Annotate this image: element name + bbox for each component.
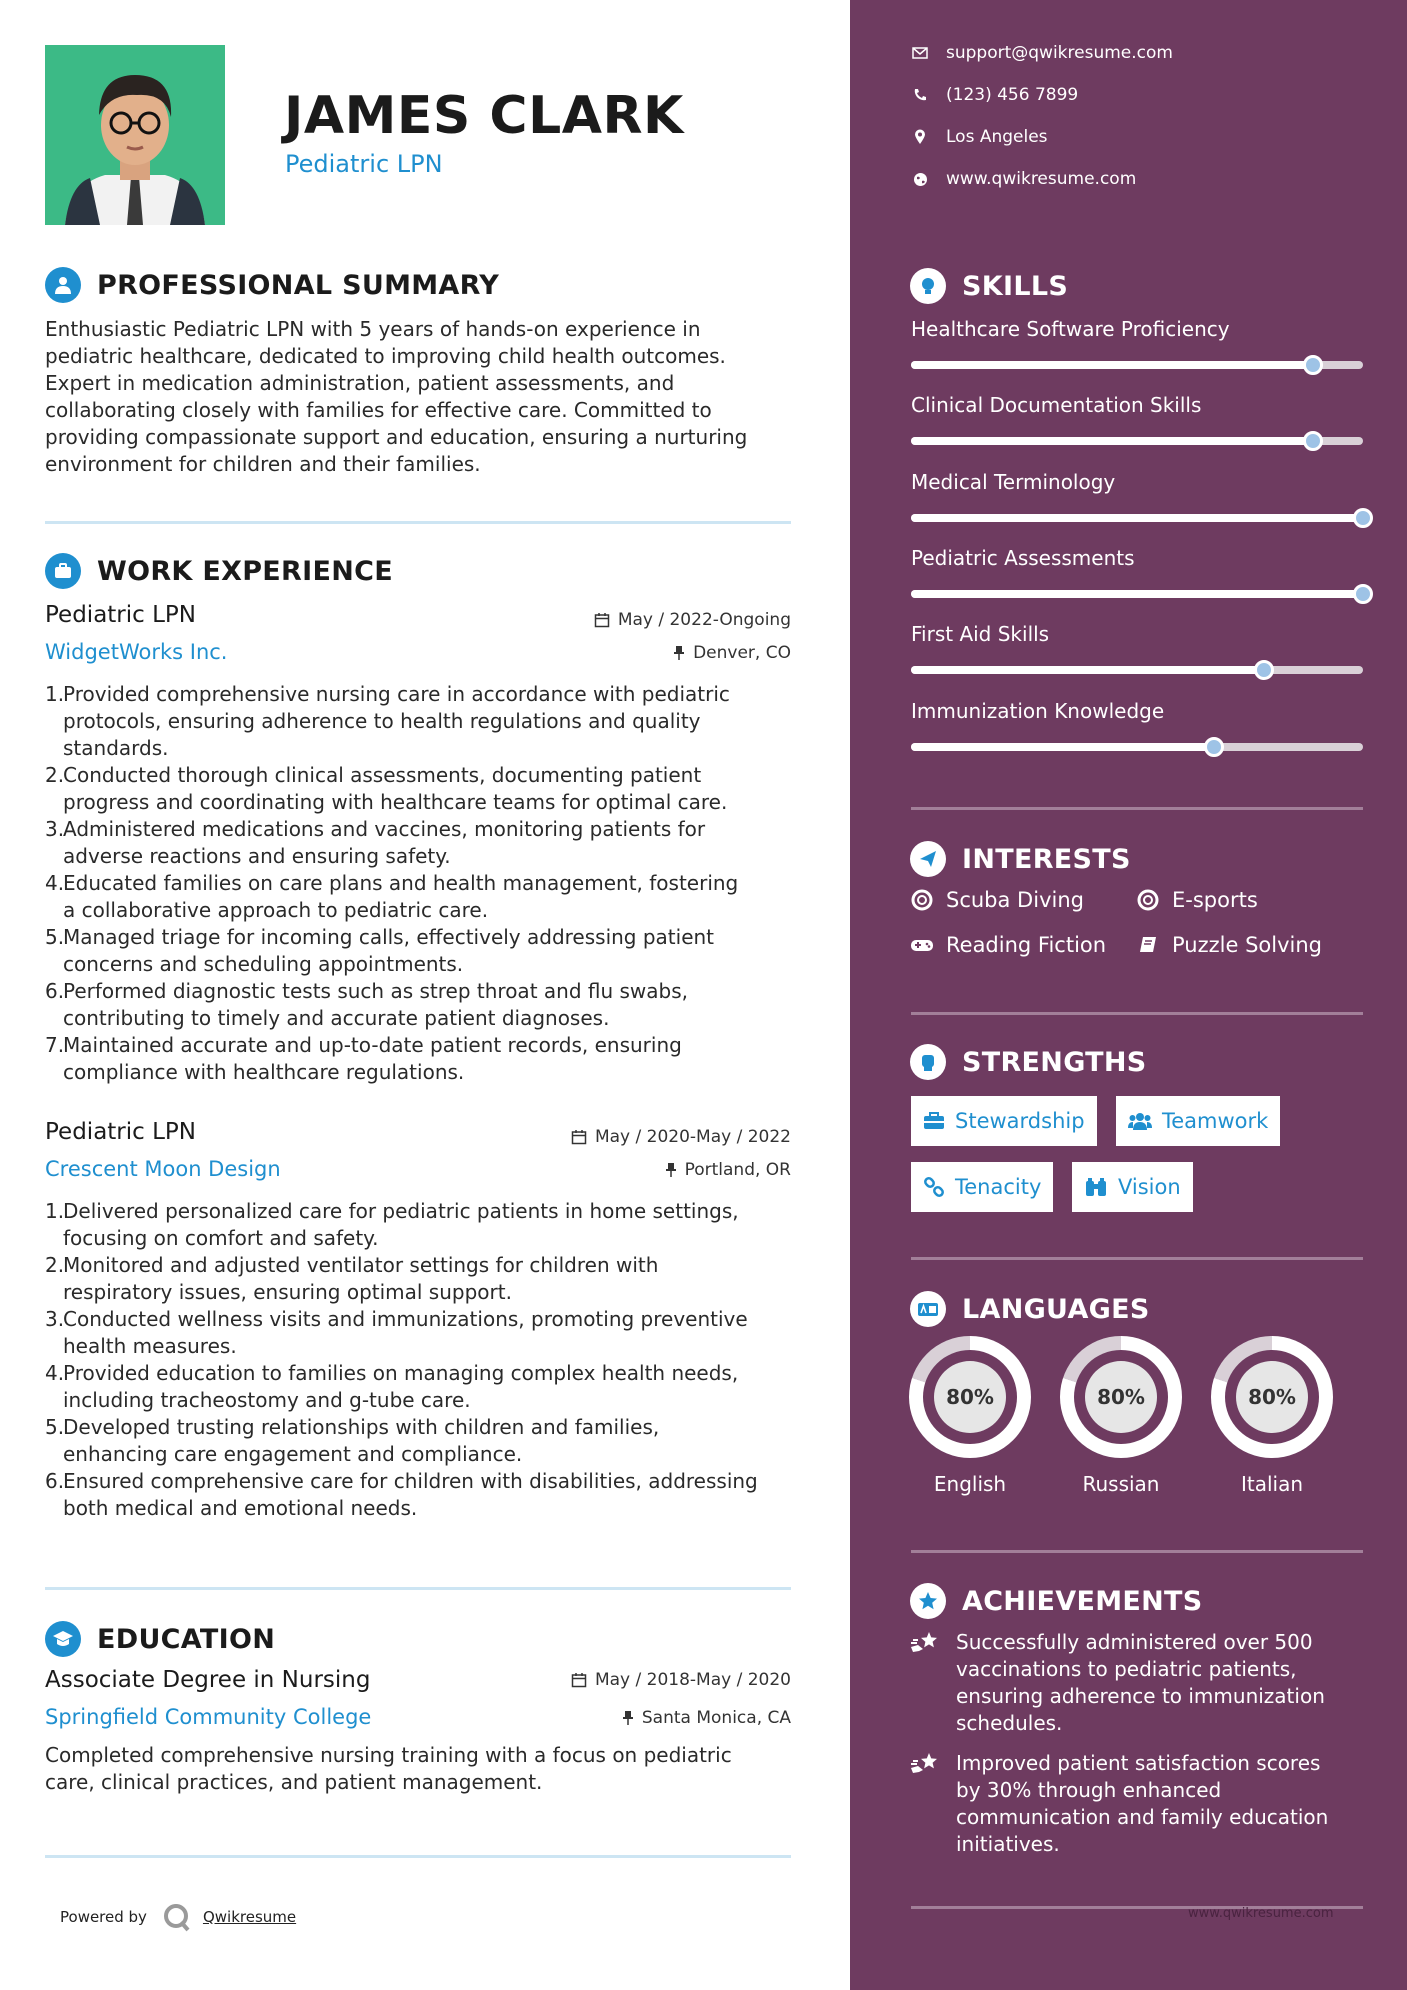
language-percent: 80% bbox=[1085, 1361, 1157, 1433]
link-icon bbox=[923, 1176, 945, 1198]
paper-plane-icon bbox=[910, 841, 946, 877]
job-dates-text: May / 2022-Ongoing bbox=[617, 610, 791, 630]
calendar-icon bbox=[571, 1672, 587, 1688]
school-name: Springfield Community College bbox=[45, 1705, 372, 1729]
strength-label: Teamwork bbox=[1162, 1109, 1269, 1133]
section-divider bbox=[45, 1855, 791, 1858]
degree-title: Associate Degree in Nursing bbox=[45, 1667, 371, 1693]
achievement-line: schedules. bbox=[956, 1711, 1063, 1735]
interest-item bbox=[1136, 888, 1258, 912]
language-name: English bbox=[933, 1472, 1007, 1496]
duty-line: Monitored and adjusted ventilator settings for children with bbox=[63, 1253, 659, 1277]
skill-bar-knob bbox=[1353, 508, 1373, 528]
skill-bar bbox=[911, 590, 1363, 598]
achievement-item bbox=[910, 1629, 1360, 1737]
job-company: Crescent Moon Design bbox=[45, 1157, 281, 1181]
skill-bar-knob bbox=[1353, 584, 1373, 604]
skills-title: SKILLS bbox=[962, 270, 1069, 302]
duty-line: standards. bbox=[63, 736, 169, 760]
job-dates bbox=[571, 1127, 791, 1147]
skill-bar-knob bbox=[1204, 737, 1224, 757]
sidebar-divider bbox=[911, 1012, 1363, 1015]
strengths-title: STRENGTHS bbox=[962, 1046, 1147, 1078]
achievement-item bbox=[910, 1750, 1360, 1858]
duty-item bbox=[45, 1360, 795, 1414]
section-divider bbox=[45, 521, 791, 524]
website-text: www.qwikresume.com bbox=[946, 169, 1137, 189]
experience-title: WORK EXPERIENCE bbox=[97, 555, 393, 587]
interests-heading bbox=[910, 841, 1131, 877]
duty-item bbox=[45, 1414, 795, 1468]
interest-label: Puzzle Solving bbox=[1172, 933, 1322, 957]
interest-item bbox=[910, 888, 1084, 912]
summary-text bbox=[45, 316, 795, 478]
job-title: Pediatric LPN bbox=[45, 602, 196, 628]
interest-item bbox=[1136, 933, 1322, 957]
duty-number: 1. bbox=[45, 682, 65, 706]
duty-line: both medical and emotional needs. bbox=[63, 1496, 418, 1520]
duty-number: 3. bbox=[45, 1307, 65, 1331]
summary-line: environment for children and their families. bbox=[45, 452, 481, 476]
education-description bbox=[45, 1742, 795, 1796]
duty-line: protocols, ensuring adherence to health regulations and quality bbox=[63, 709, 701, 733]
lightbulb-icon bbox=[910, 268, 946, 304]
job-title: Pediatric LPN bbox=[45, 1119, 196, 1145]
duty-number: 4. bbox=[45, 871, 65, 895]
duty-number: 5. bbox=[45, 925, 65, 949]
strength-label: Vision bbox=[1118, 1175, 1181, 1199]
contact-email[interactable] bbox=[910, 43, 1173, 63]
language-ring bbox=[909, 1336, 1031, 1458]
job-dates bbox=[594, 610, 791, 630]
user-icon bbox=[45, 267, 81, 303]
education-line: care, clinical practices, and patient management. bbox=[45, 1770, 543, 1794]
interests-title: INTERESTS bbox=[962, 843, 1131, 875]
duty-item bbox=[45, 924, 795, 978]
summary-heading bbox=[45, 267, 499, 303]
duty-line: Delivered personalized care for pediatric patients in home settings, bbox=[63, 1199, 739, 1223]
pin-icon bbox=[673, 645, 685, 661]
job-location-text: Portland, OR bbox=[684, 1160, 791, 1180]
skill-label: Pediatric Assessments bbox=[911, 546, 1135, 570]
duty-line: concerns and scheduling appointments. bbox=[63, 952, 464, 976]
skill-bar-fill bbox=[911, 437, 1313, 445]
duty-item bbox=[45, 1198, 795, 1252]
language-ring bbox=[1060, 1336, 1182, 1458]
education-location-text: Santa Monica, CA bbox=[641, 1708, 791, 1728]
duty-number: 4. bbox=[45, 1361, 65, 1385]
duty-line: respiratory issues, ensuring optimal support. bbox=[63, 1280, 512, 1304]
book-icon bbox=[1136, 935, 1160, 955]
candidate-title: Pediatric LPN bbox=[285, 150, 443, 178]
sidebar-divider bbox=[911, 807, 1363, 810]
duty-line: Maintained accurate and up-to-date patient records, ensuring bbox=[63, 1033, 682, 1057]
duty-line: Ensured comprehensive care for children with disabilities, addressing bbox=[63, 1469, 758, 1493]
duty-number: 2. bbox=[45, 763, 65, 787]
interest-label: E-sports bbox=[1172, 888, 1258, 912]
skill-label: Clinical Documentation Skills bbox=[911, 393, 1202, 417]
skill-bar bbox=[911, 666, 1363, 674]
skill-label: Immunization Knowledge bbox=[911, 699, 1165, 723]
job-duties bbox=[45, 1198, 795, 1522]
gamepad-icon bbox=[910, 937, 934, 953]
job-location bbox=[673, 643, 791, 663]
duty-line: Conducted thorough clinical assessments, documenting patient bbox=[63, 763, 702, 787]
achievement-line: Successfully administered over 500 bbox=[956, 1630, 1313, 1654]
candidate-name: JAMES CLARK bbox=[284, 86, 684, 146]
duty-number: 6. bbox=[45, 1469, 65, 1493]
achievement-line: ensuring adherence to immunization bbox=[956, 1684, 1325, 1708]
duty-item bbox=[45, 1306, 795, 1360]
skill-label: Healthcare Software Proficiency bbox=[911, 317, 1230, 341]
achievement-line: by 30% through enhanced bbox=[956, 1778, 1222, 1802]
job-company: WidgetWorks Inc. bbox=[45, 640, 228, 664]
achievement-line: initiatives. bbox=[956, 1832, 1060, 1856]
graduation-icon bbox=[45, 1621, 81, 1657]
strength-label: Tenacity bbox=[955, 1175, 1042, 1199]
job-dates-text: May / 2020-May / 2022 bbox=[594, 1127, 791, 1147]
contact-phone[interactable] bbox=[910, 85, 1078, 105]
skill-bar bbox=[911, 743, 1363, 751]
summary-title: PROFESSIONAL SUMMARY bbox=[97, 269, 500, 301]
duty-line: Educated families on care plans and health management, fostering bbox=[63, 871, 739, 895]
duty-item bbox=[45, 1032, 795, 1086]
skills-heading bbox=[910, 268, 1068, 304]
interest-item bbox=[910, 933, 1106, 957]
duty-line: Conducted wellness visits and immunizations, promoting preventive bbox=[63, 1307, 748, 1331]
duty-line: health measures. bbox=[63, 1334, 237, 1358]
duty-item bbox=[45, 681, 795, 762]
duty-item bbox=[45, 816, 795, 870]
education-location bbox=[622, 1708, 791, 1728]
duty-number: 1. bbox=[45, 1199, 65, 1223]
powered-by-text: Powered by bbox=[60, 1908, 147, 1926]
strength-label: Stewardship bbox=[955, 1109, 1085, 1133]
education-title: EDUCATION bbox=[97, 1623, 276, 1655]
language-item bbox=[1211, 1336, 1333, 1496]
language-item bbox=[1060, 1336, 1182, 1496]
briefcase-icon bbox=[45, 553, 81, 589]
skill-bar-knob bbox=[1254, 660, 1274, 680]
duty-line: Administered medications and vaccines, monitoring patients for bbox=[63, 817, 706, 841]
phone-text: (123) 456 7899 bbox=[946, 85, 1079, 105]
interest-label: Reading Fiction bbox=[946, 933, 1107, 957]
duty-line: contributing to timely and accurate patient diagnoses. bbox=[63, 1006, 610, 1030]
skill-bar-fill bbox=[911, 666, 1264, 674]
skill-bar-fill bbox=[911, 361, 1313, 369]
sidebar-divider bbox=[911, 1550, 1363, 1553]
achievement-line: communication and family education bbox=[956, 1805, 1329, 1829]
languages-title: LANGUAGES bbox=[962, 1293, 1150, 1325]
duty-line: Provided comprehensive nursing care in accordance with pediatric bbox=[63, 682, 730, 706]
language-name: Russian bbox=[1082, 1472, 1160, 1496]
summary-line: Expert in medication administration, patient assessments, and bbox=[45, 371, 675, 395]
phone-icon bbox=[910, 88, 930, 102]
skill-label: Medical Terminology bbox=[911, 470, 1116, 494]
strength-tag bbox=[911, 1162, 1053, 1212]
education-dates-text: May / 2018-May / 2020 bbox=[594, 1670, 791, 1690]
watermark-text: www.qwikresume.com bbox=[1188, 1906, 1334, 1921]
life-ring-icon bbox=[1136, 889, 1160, 911]
language-name: Italian bbox=[1240, 1472, 1304, 1496]
strengths-heading bbox=[910, 1044, 1147, 1080]
skill-bar bbox=[911, 361, 1363, 369]
duty-line: a collaborative approach to pediatric care. bbox=[63, 898, 489, 922]
profile-photo bbox=[45, 45, 225, 225]
briefcase-icon bbox=[923, 1112, 945, 1130]
strength-tag bbox=[1072, 1162, 1193, 1212]
pin-icon bbox=[622, 1710, 634, 1726]
star-hand-icon bbox=[910, 1629, 944, 1737]
fist-icon bbox=[910, 1044, 946, 1080]
job-location bbox=[665, 1160, 791, 1180]
skill-bar bbox=[911, 437, 1363, 445]
achievement-line: Improved patient satisfaction scores bbox=[956, 1751, 1321, 1775]
strength-tag bbox=[1116, 1096, 1280, 1146]
duty-number: 3. bbox=[45, 817, 65, 841]
contact-location bbox=[910, 127, 1048, 147]
footer bbox=[60, 1902, 296, 1932]
duty-line: progress and coordinating with healthcare teams for optimal care. bbox=[63, 790, 728, 814]
language-icon bbox=[910, 1291, 946, 1327]
achievements-heading bbox=[910, 1583, 1203, 1619]
summary-line: Enthusiastic Pediatric LPN with 5 years of hands-on experience in bbox=[45, 317, 701, 341]
duty-item bbox=[45, 870, 795, 924]
binoculars-icon bbox=[1084, 1177, 1108, 1197]
duty-number: 7. bbox=[45, 1033, 65, 1057]
summary-line: collaborating closely with families for effective care. Committed to bbox=[45, 398, 712, 422]
sidebar-divider bbox=[911, 1257, 1363, 1260]
duty-line: Performed diagnostic tests such as strep throat and flu swabs, bbox=[63, 979, 689, 1003]
duty-line: adverse reactions and ensuring safety. bbox=[63, 844, 451, 868]
job-duties bbox=[45, 681, 795, 1086]
experience-heading bbox=[45, 553, 393, 589]
duty-line: Developed trusting relationships with children and families, bbox=[63, 1415, 660, 1439]
qwikresume-logo-icon bbox=[161, 1902, 193, 1932]
achievements-title: ACHIEVEMENTS bbox=[962, 1585, 1203, 1617]
achievement-line: vaccinations to pediatric patients, bbox=[956, 1657, 1297, 1681]
star-badge-icon bbox=[910, 1583, 946, 1619]
contact-website[interactable] bbox=[910, 169, 1136, 189]
languages-heading bbox=[910, 1291, 1150, 1327]
strength-tag bbox=[911, 1096, 1097, 1146]
duty-number: 6. bbox=[45, 979, 65, 1003]
interest-label: Scuba Diving bbox=[946, 888, 1084, 912]
language-ring bbox=[1211, 1336, 1333, 1458]
duty-line: including tracheostomy and g-tube care. bbox=[63, 1388, 471, 1412]
duty-line: compliance with healthcare regulations. bbox=[63, 1060, 465, 1084]
pin-icon bbox=[665, 1162, 677, 1178]
duty-item bbox=[45, 762, 795, 816]
star-hand-icon bbox=[910, 1750, 944, 1858]
location-text: Los Angeles bbox=[946, 127, 1048, 147]
language-item bbox=[909, 1336, 1031, 1496]
duty-number: 2. bbox=[45, 1253, 65, 1277]
duty-line: Managed triage for incoming calls, effectively addressing patient bbox=[63, 925, 715, 949]
education-heading bbox=[45, 1621, 275, 1657]
education-dates bbox=[571, 1670, 791, 1690]
duty-line: focusing on comfort and safety. bbox=[63, 1226, 379, 1250]
language-percent: 80% bbox=[1236, 1361, 1308, 1433]
language-percent: 80% bbox=[934, 1361, 1006, 1433]
calendar-icon bbox=[594, 612, 610, 628]
job-location-text: Denver, CO bbox=[693, 643, 791, 663]
section-divider bbox=[45, 1587, 791, 1590]
skill-bar-fill bbox=[911, 590, 1363, 598]
skill-bar-fill bbox=[911, 743, 1214, 751]
qwikresume-link[interactable]: Qwikresume bbox=[202, 1908, 297, 1926]
globe-icon bbox=[910, 172, 930, 187]
summary-line: pediatric healthcare, dedicated to improving child health outcomes. bbox=[45, 344, 726, 368]
duty-number: 5. bbox=[45, 1415, 65, 1439]
education-line: Completed comprehensive nursing training with a focus on pediatric bbox=[45, 1743, 732, 1767]
duty-line: enhancing care engagement and compliance. bbox=[63, 1442, 523, 1466]
summary-line: providing compassionate support and education, ensuring a nurturing bbox=[45, 425, 748, 449]
skill-bar-fill bbox=[911, 514, 1363, 522]
users-icon bbox=[1128, 1112, 1152, 1130]
map-marker-icon bbox=[910, 129, 930, 145]
duty-item bbox=[45, 978, 795, 1032]
duty-item bbox=[45, 1252, 795, 1306]
duty-item bbox=[45, 1468, 795, 1522]
email-text: support@qwikresume.com bbox=[946, 43, 1173, 63]
envelope-icon bbox=[910, 47, 930, 59]
duty-line: Provided education to families on managing complex health needs, bbox=[63, 1361, 739, 1385]
life-ring-icon bbox=[910, 889, 934, 911]
skill-bar bbox=[911, 514, 1363, 522]
calendar-icon bbox=[571, 1129, 587, 1145]
skill-label: First Aid Skills bbox=[911, 622, 1050, 646]
